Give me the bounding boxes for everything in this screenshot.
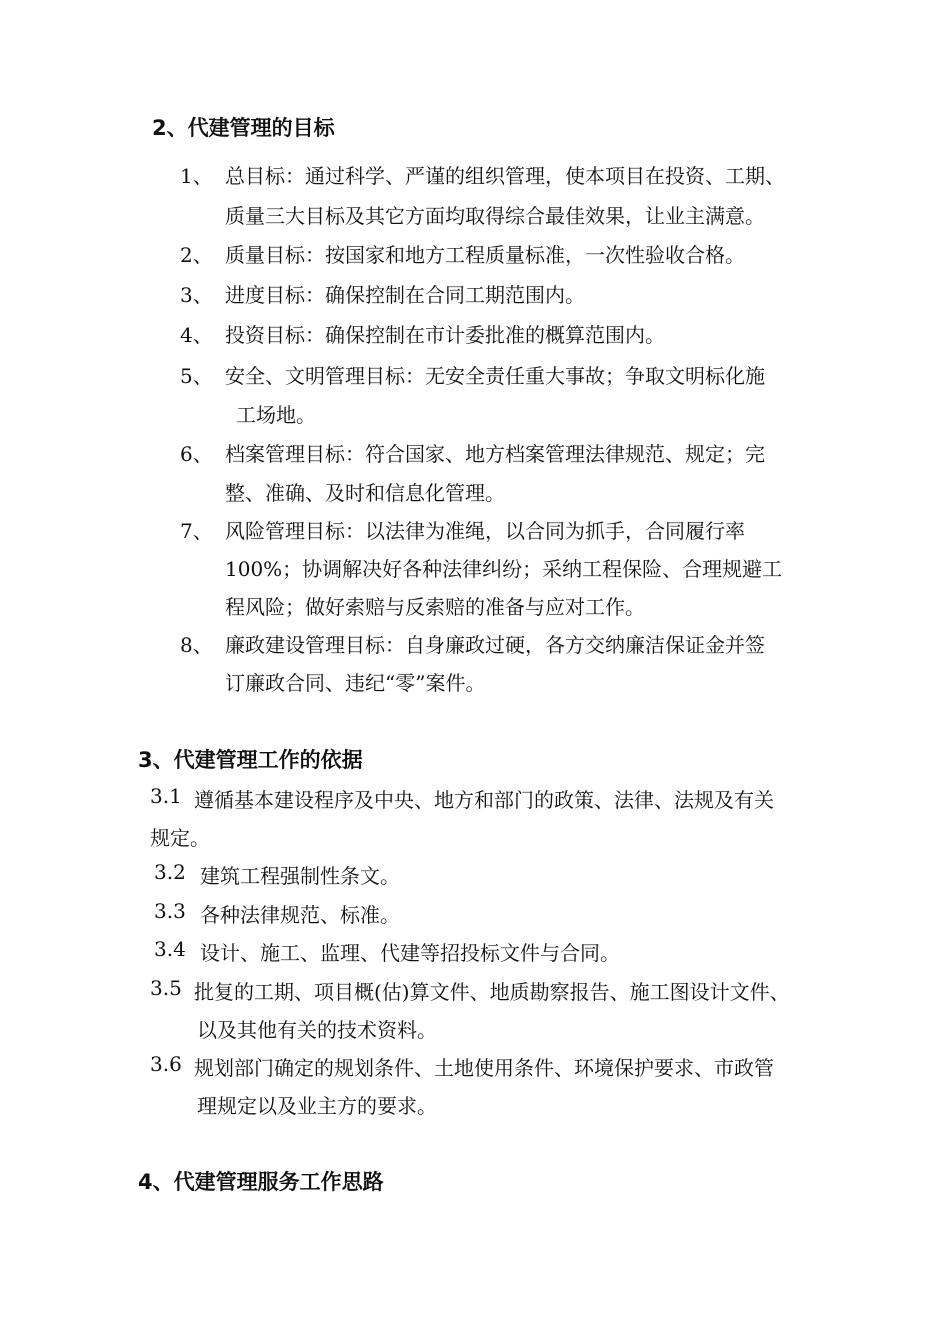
item-text: 档案管理目标：符合国家、地方档案管理法律规范、规定；完 xyxy=(225,442,765,466)
item-text: 建筑工程强制性条文。 xyxy=(200,864,400,888)
item-text: 规划部门确定的规划条件、土地使用条件、环境保护要求、市政管 xyxy=(194,1056,774,1080)
item-text: 批复的工期、项目概(估)算文件、地质勘察报告、施工图设计文件、 xyxy=(194,980,790,1004)
item-text: 以及其他有关的技术资料。 xyxy=(197,1018,437,1042)
item-text: 程风险；做好索赔与反索赔的准备与应对工作。 xyxy=(225,595,645,619)
item-text: 工场地。 xyxy=(236,403,316,427)
section-heading: 3、代建管理工作的依据 xyxy=(138,748,363,772)
item-number: 1、 xyxy=(180,164,213,188)
item-text: 质量三大目标及其它方面均取得综合最佳效果，让业主满意。 xyxy=(225,204,765,228)
item-text: 风险管理目标：以法律为准绳，以合同为抓手，合同履行率 xyxy=(225,519,745,543)
item-text: 整、准确、及时和信息化管理。 xyxy=(225,481,505,505)
item-text: 投资目标：确保控制在市计委批准的概算范围内。 xyxy=(225,323,665,347)
section-heading: 4、代建管理服务工作思路 xyxy=(138,1170,384,1194)
item-text: 100%；协调解决好各种法律纠纷；采纳工程保险、合理规避工 xyxy=(225,557,783,581)
item-text: 质量目标：按国家和地方工程质量标准，一次性验收合格。 xyxy=(225,243,745,267)
item-number: 3.6 xyxy=(150,1052,182,1076)
item-text: 进度目标：确保控制在合同工期范围内。 xyxy=(225,283,585,307)
item-text: 规定。 xyxy=(150,826,210,850)
item-text: 理规定以及业主方的要求。 xyxy=(197,1094,437,1118)
item-text: 遵循基本建设程序及中央、地方和部门的政策、法律、法规及有关 xyxy=(194,788,774,812)
item-number: 4、 xyxy=(180,323,213,347)
item-number: 5、 xyxy=(180,364,213,388)
item-text: 订廉政合同、违纪“零”案件。 xyxy=(225,671,486,695)
item-number: 7、 xyxy=(180,519,213,543)
item-number: 3、 xyxy=(180,283,213,307)
item-text: 安全、文明管理目标：无安全责任重大事故；争取文明标化施 xyxy=(225,364,765,388)
item-number: 3.1 xyxy=(150,784,182,808)
item-number: 6、 xyxy=(180,442,213,466)
item-number: 3.4 xyxy=(154,937,186,961)
item-number: 8、 xyxy=(180,633,213,657)
section-heading: 2、代建管理的目标 xyxy=(152,116,335,140)
item-text: 总目标：通过科学、严谨的组织管理，使本项目在投资、工期、 xyxy=(225,164,785,188)
item-number: 3.3 xyxy=(154,899,186,923)
item-number: 3.2 xyxy=(154,860,186,884)
item-text: 各种法律规范、标准。 xyxy=(200,903,400,927)
item-number: 3.5 xyxy=(150,976,182,1000)
item-text: 廉政建设管理目标：自身廉政过硬，各方交纳廉洁保证金并签 xyxy=(225,633,765,657)
item-number: 2、 xyxy=(180,243,213,267)
item-text: 设计、施工、监理、代建等招投标文件与合同。 xyxy=(200,941,620,965)
